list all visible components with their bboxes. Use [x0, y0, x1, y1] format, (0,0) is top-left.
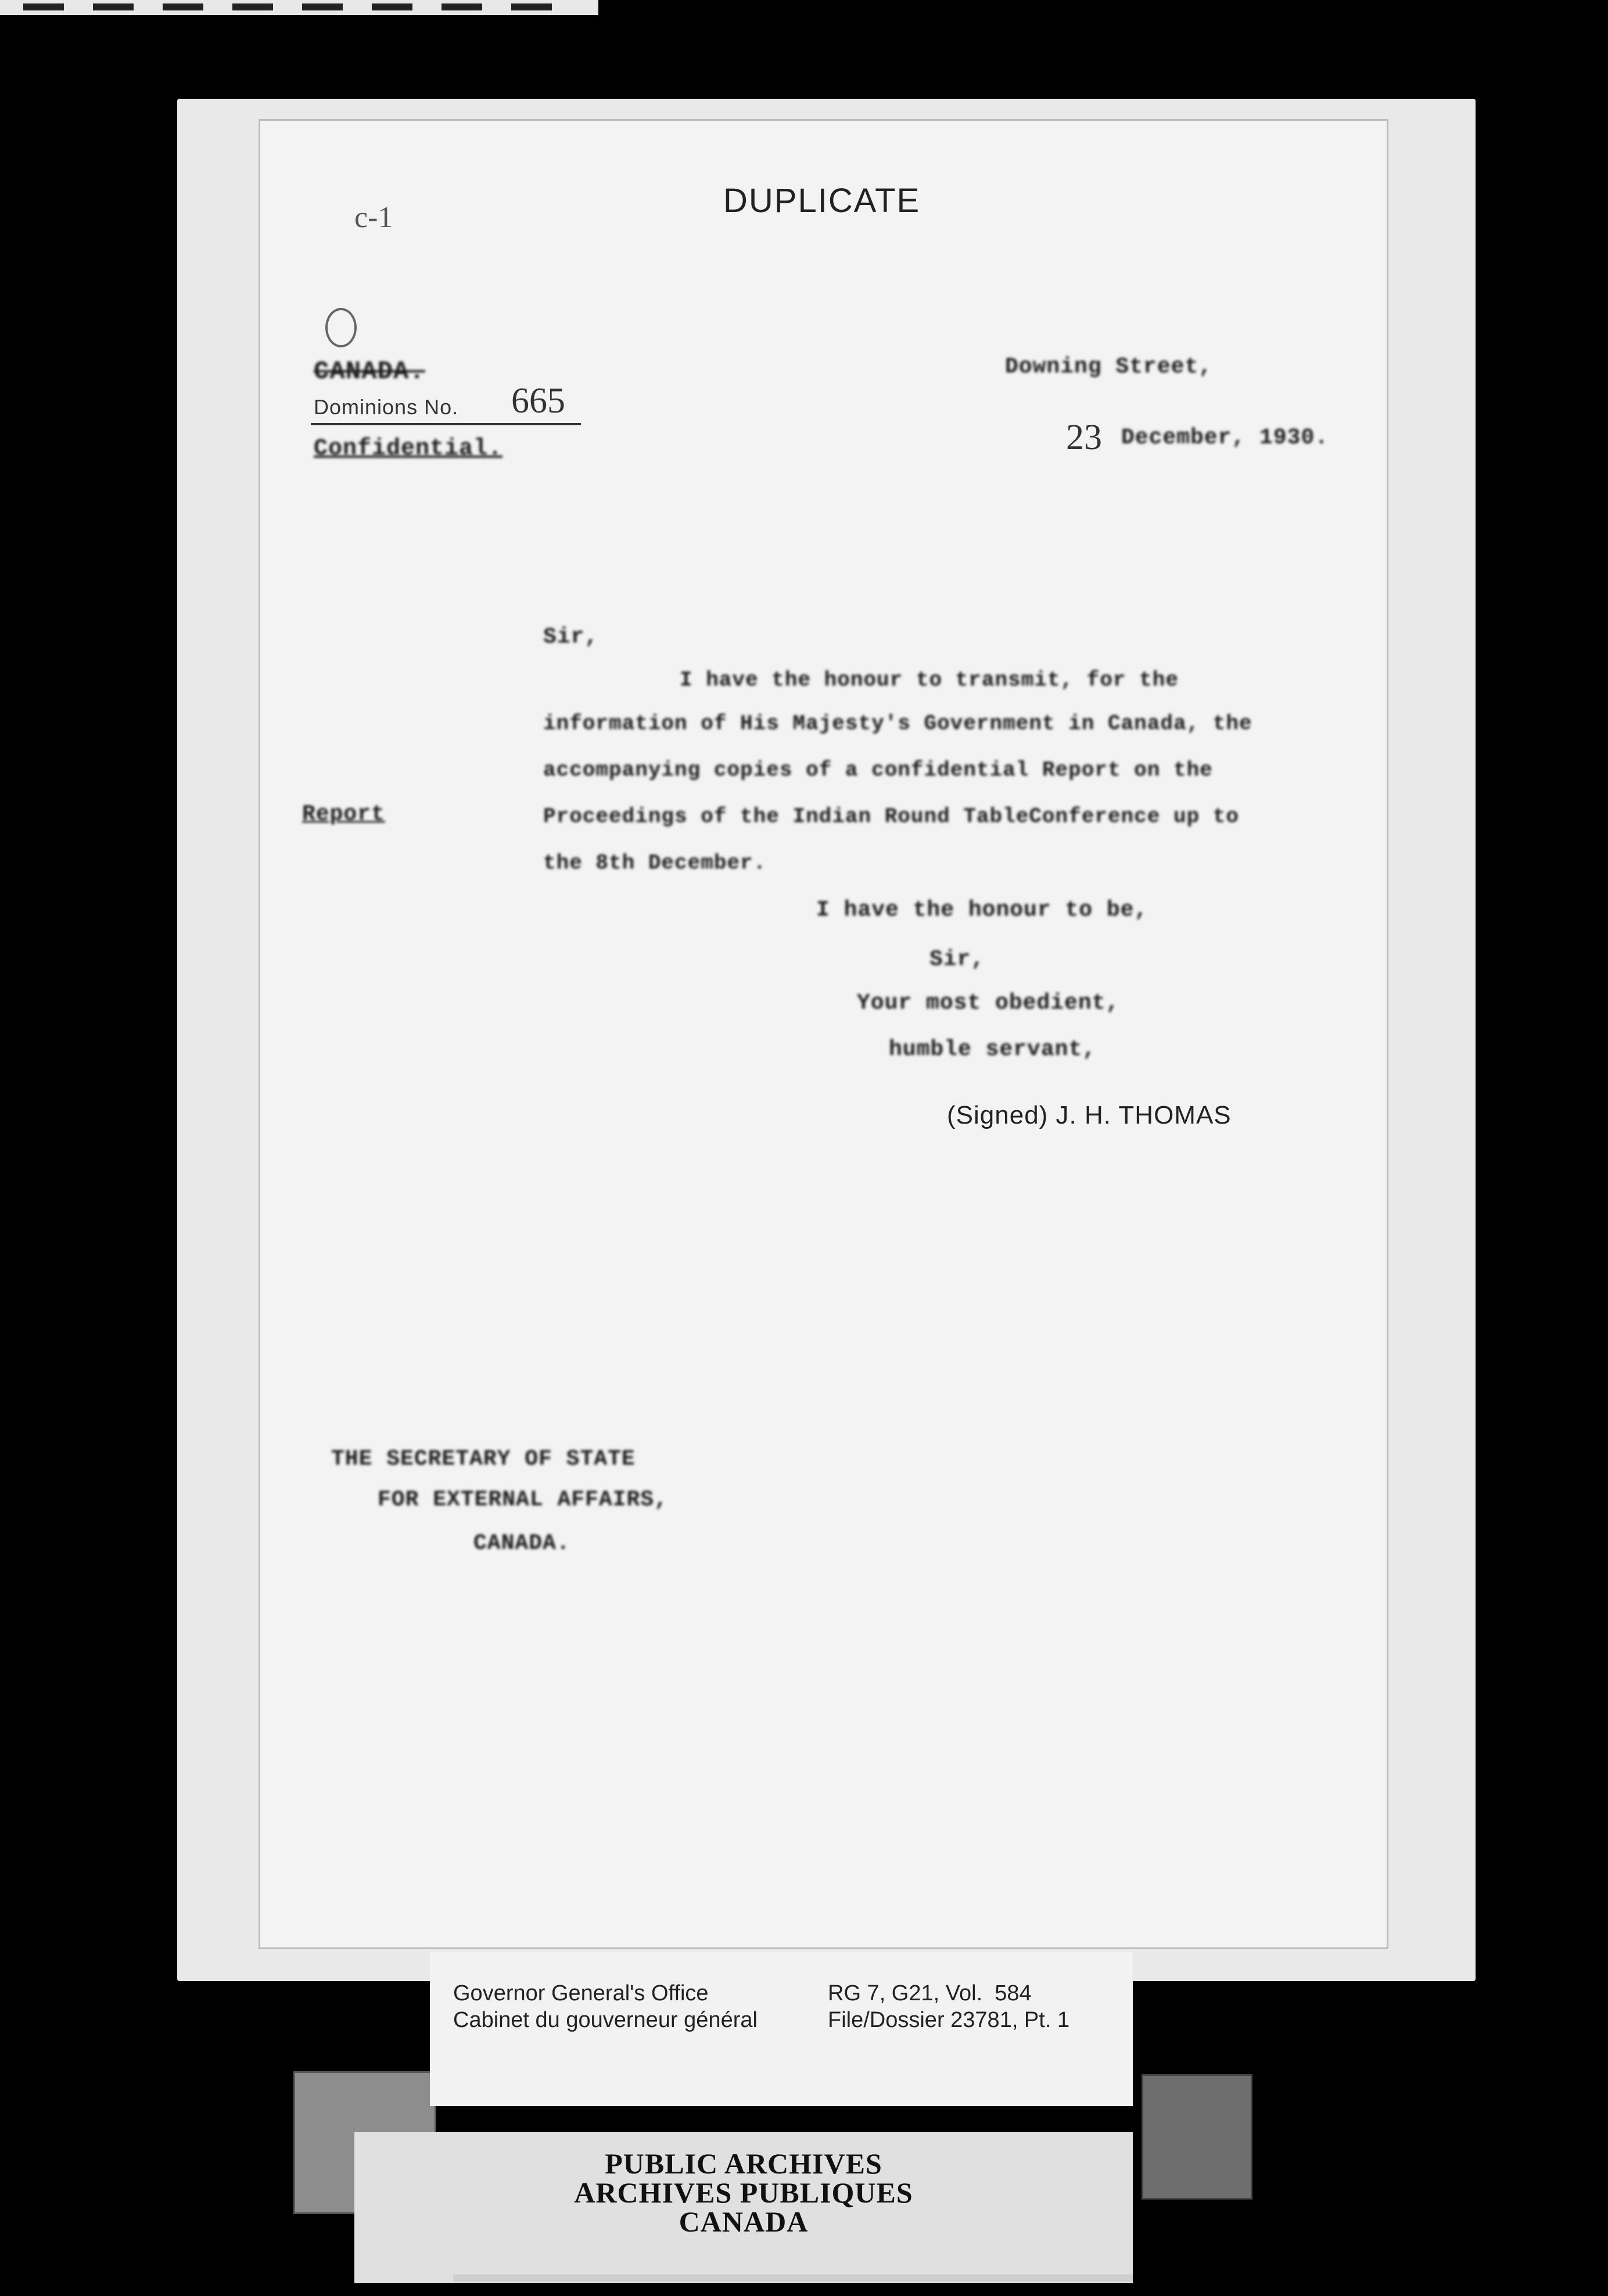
stamp-line-country: CANADA	[679, 2205, 809, 2238]
date-day: 23	[1066, 418, 1102, 457]
film-notch	[23, 3, 64, 10]
file-dossier-reference: File/Dossier 23781, Pt. 1	[828, 2008, 1070, 2032]
classification-label: Confidential.	[314, 436, 503, 462]
film-notch	[442, 3, 482, 10]
body-line: information of His Majesty's Government in Canada, the	[543, 712, 1252, 736]
film-notch	[163, 3, 203, 10]
punch-hole-mark	[325, 308, 357, 347]
dominions-rule	[311, 423, 581, 425]
margin-note: Report	[302, 802, 385, 827]
date-month-year: December, 1930.	[1121, 425, 1329, 450]
mounting-tape-right	[1142, 2074, 1252, 2200]
closing-line: humble servant,	[889, 1037, 1097, 1062]
archives-stamp	[354, 2132, 1133, 2283]
office-french: Cabinet du gouverneur général	[453, 2008, 758, 2032]
film-strip-edge	[0, 0, 598, 15]
film-notch	[93, 3, 134, 10]
body-line: Proceedings of the Indian Round TableConference up to	[543, 805, 1239, 828]
addressee-line: THE SECRETARY OF STATE	[331, 1447, 636, 1472]
body-line: I have the honour to transmit, for the	[680, 668, 1179, 692]
office-english: Governor General's Office	[453, 1981, 709, 2006]
dominions-number: 665	[511, 381, 565, 421]
record-group-reference: RG 7, G21, Vol. 584	[828, 1981, 1032, 2006]
country-heading: CANADA.	[314, 357, 425, 386]
closing-line: Sir,	[929, 947, 985, 972]
salutation: Sir,	[543, 625, 599, 650]
label-bottom-strip	[453, 2275, 1133, 2281]
letter-page	[259, 119, 1388, 1949]
body-line: the 8th December.	[543, 851, 767, 875]
signature-line: (Signed) J. H. THOMAS	[947, 1101, 1232, 1129]
sender-address: Downing Street,	[1005, 354, 1213, 379]
closing-line: Your most obedient,	[857, 991, 1120, 1016]
dominions-label: Dominions No.	[314, 395, 459, 419]
stamp-line-english: PUBLIC ARCHIVES	[605, 2147, 882, 2180]
stamp-line-french: ARCHIVES PUBLIQUES	[574, 2176, 913, 2209]
duplicate-heading: DUPLICATE	[723, 182, 921, 220]
body-line: accompanying copies of a confidential Report on the	[543, 758, 1213, 782]
file-mark-handwritten: c-1	[354, 201, 393, 234]
film-notch	[511, 3, 552, 10]
film-notch	[232, 3, 273, 10]
closing-line: I have the honour to be,	[816, 898, 1148, 923]
archive-reference-label	[430, 1952, 1133, 2106]
addressee-line: FOR EXTERNAL AFFAIRS,	[378, 1487, 668, 1512]
addressee-line: CANADA.	[473, 1531, 570, 1556]
film-notch	[302, 3, 343, 10]
film-notch	[372, 3, 412, 10]
